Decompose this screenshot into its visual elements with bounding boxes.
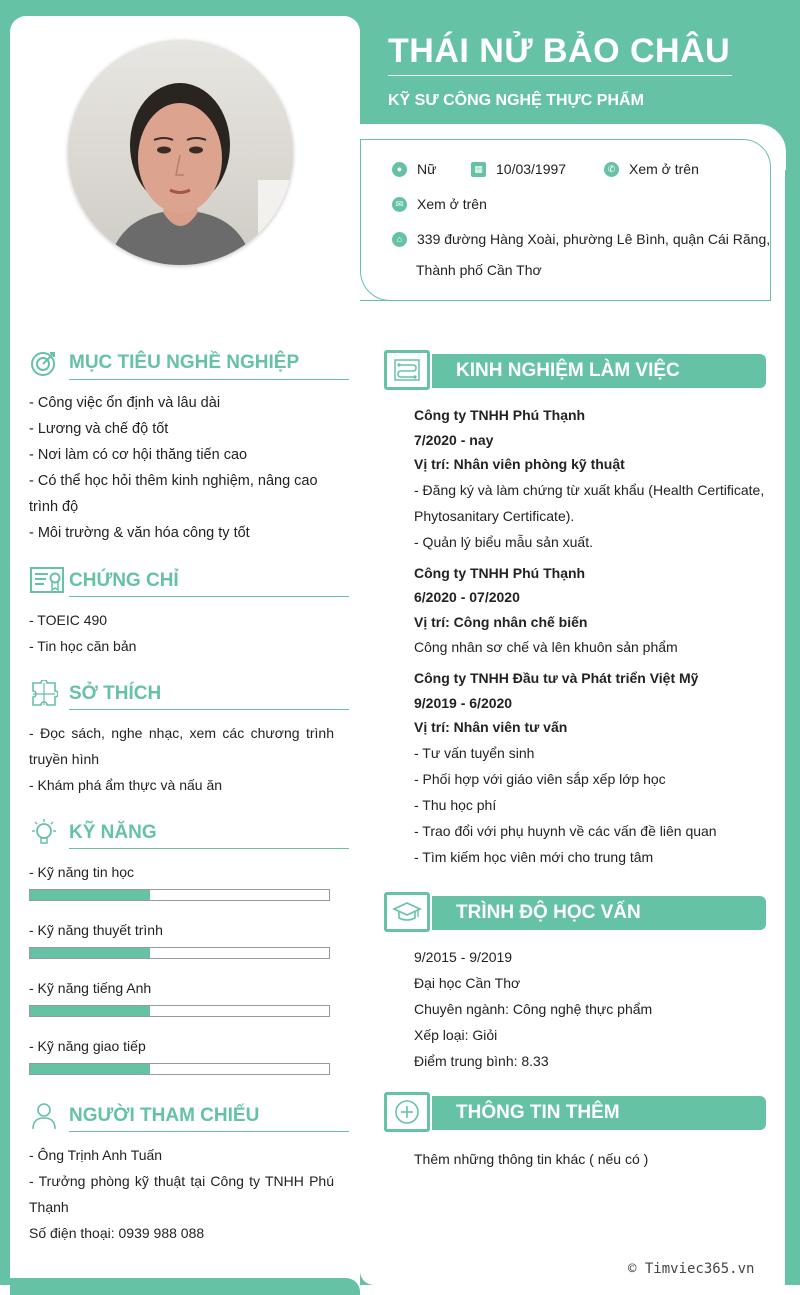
education-item: 9/2015 - 9/2019 [414, 949, 513, 965]
email-value: Xem ở trên [417, 196, 487, 212]
certificates-title: CHỨNG CHỈ [69, 570, 179, 591]
puzzle-icon [30, 680, 58, 708]
job-period: 6/2020 - 07/2020 [414, 589, 520, 605]
list-item: - Ông Trịnh Anh Tuấn [29, 1147, 163, 1163]
extra-icon-box [384, 1092, 430, 1132]
address-row [392, 231, 770, 247]
education-header: TRÌNH ĐỘ HỌC VẤN [432, 896, 766, 930]
education-item: Xếp loại: Giỏi [414, 1027, 498, 1043]
job-period: 9/2019 - 6/2020 [414, 694, 513, 711]
job-detail: Công nhân sơ chế và lên khuôn sản phẩm [414, 639, 678, 655]
lightbulb-icon [30, 818, 58, 846]
list-item: - Môi trường & văn hóa công ty tốt [29, 525, 250, 541]
avatar-photo [68, 40, 293, 265]
phone-value: Xem ở trên [629, 161, 699, 177]
references-title: NGƯỜI THAM CHIẾU [69, 1105, 260, 1126]
list-item: - Nơi làm có cơ hội thăng tiến cao [29, 447, 248, 463]
mail-icon: ✉ [392, 197, 407, 212]
phone-icon: ✆ [604, 162, 619, 177]
experience-header: KINH NGHIỆM LÀM VIỆC [432, 354, 766, 388]
roadmap-icon [393, 358, 421, 382]
list-item: - TOEIC 490 [29, 612, 108, 628]
list-item: - Lương và chế độ tốt [29, 421, 169, 437]
hobbies-divider [69, 709, 349, 710]
home-icon: ⌂ [392, 232, 407, 247]
footer-watermark: © Timviec365.vn [628, 1261, 755, 1277]
person-icon: ● [392, 162, 407, 177]
references-list [29, 1142, 334, 1246]
skill-bar [29, 1063, 330, 1075]
skill-bar [29, 947, 330, 959]
address-line1: 339 đường Hàng Xoài, phường Lê Bình, quận Cái Răng, [417, 231, 771, 247]
education-item: Chuyên ngành: Công nghệ thực phẩm [414, 1001, 653, 1017]
person-outline-icon [30, 1102, 58, 1130]
objective-list [29, 390, 349, 546]
list-item: - Trưởng phòng kỹ thuật tại Công ty TNHH Phú [29, 1173, 334, 1189]
job-detail: - Phối hợp với giáo viên sắp xếp lớp học [414, 770, 666, 787]
avatar [68, 40, 293, 265]
list-item: truyền hình [29, 751, 100, 767]
email-row [392, 196, 487, 212]
plus-circle-icon [394, 1099, 420, 1125]
skill-bar [29, 889, 330, 901]
graduation-cap-icon [392, 901, 422, 923]
job-detail: - Tư vấn tuyển sinh [414, 744, 535, 761]
skill-bar [29, 1005, 330, 1017]
extra-header: THÔNG TIN THÊM [432, 1096, 766, 1130]
candidate-name: THÁI NỬ BẢO CHÂU [388, 32, 731, 70]
job-entry [414, 403, 774, 555]
hobbies-title: SỞ THÍCH [69, 683, 162, 704]
references-divider [69, 1131, 349, 1132]
job-company: Công ty TNHH Phú Thạnh [414, 407, 586, 423]
name-divider [388, 75, 732, 76]
certificates-divider [69, 596, 349, 597]
list-item: - Đọc sách, nghe nhạc, xem các chương trình [29, 725, 334, 741]
gender-value: Nữ [417, 161, 437, 177]
education-list [414, 944, 774, 1074]
job-detail: - Thu học phí [414, 796, 497, 813]
skill-label: - Kỹ năng giao tiếp [29, 1038, 146, 1054]
certificates-list [29, 607, 349, 659]
job-position: Vị trí: Nhân viên tư vấn [414, 719, 568, 735]
education-item: Đại học Cần Thơ [414, 975, 521, 991]
experience-list [414, 403, 774, 870]
objective-divider [69, 379, 349, 380]
job-position: Vị trí: Nhân viên phòng kỹ thuật [414, 456, 625, 472]
birthdate-row [471, 161, 566, 177]
gender-row [392, 161, 436, 177]
job-detail: - Đăng ký và làm chứng từ xuất khẩu (Health Certificate, [414, 481, 765, 498]
objective-title: MỤC TIÊU NGHỀ NGHIỆP [69, 352, 300, 373]
list-item: Thạnh [29, 1199, 69, 1215]
target-icon [30, 350, 58, 378]
education-icon-box [384, 892, 430, 932]
list-item: - Khám phá ẩm thực và nấu ăn [29, 777, 223, 793]
skills-divider [69, 848, 349, 849]
phone-row [604, 161, 699, 177]
job-title: KỸ SƯ CÔNG NGHỆ THỰC PHẨM [388, 92, 644, 109]
list-item: - Tin học căn bản [29, 638, 137, 654]
job-detail: - Tìm kiếm học viên mới cho trung tâm [414, 848, 654, 865]
job-detail: Phytosanitary Certificate). [414, 507, 575, 524]
skill-label: - Kỹ năng tiếng Anh [29, 980, 152, 996]
extra-text: Thêm những thông tin khác ( nếu có ) [414, 1151, 649, 1167]
job-company: Công ty TNHH Phú Thạnh [414, 564, 586, 581]
job-company: Công ty TNHH Đầu tư và Phát triển Việt Mỹ [414, 670, 699, 686]
job-entry [414, 666, 774, 870]
list-item: - Có thể học hỏi thêm kinh nghiệm, nâng cao [29, 473, 318, 489]
job-period: 7/2020 - nay [414, 431, 494, 448]
address-line2: Thành phố Cần Thơ [416, 262, 542, 278]
skill-bar-fill [30, 890, 150, 900]
birthdate-value: 10/03/1997 [496, 161, 567, 177]
skill-bar-fill [30, 948, 150, 958]
calendar-icon: ▦ [471, 162, 486, 177]
list-item: Số điện thoại: 0939 988 088 [29, 1225, 205, 1241]
skill-label: - Kỹ năng thuyết trình [29, 922, 163, 938]
skill-bar-fill [30, 1006, 150, 1016]
job-entry [414, 561, 774, 661]
certificate-icon [30, 566, 64, 594]
hobbies-list [29, 720, 334, 798]
skill-label: - Kỹ năng tin học [29, 864, 135, 880]
job-detail: - Trao đổi với phụ huynh về các vấn đề liên quan [414, 822, 717, 839]
education-item: Điểm trung bình: 8.33 [414, 1053, 549, 1069]
experience-icon-box [384, 350, 430, 390]
skills-title: KỸ NĂNG [69, 822, 157, 843]
list-item: trình độ [29, 499, 79, 515]
job-position: Vị trí: Công nhân chế biến [414, 613, 588, 630]
skill-bar-fill [30, 1064, 150, 1074]
bottom-left-tab [10, 1278, 360, 1295]
list-item: - Công việc ổn định và lâu dài [29, 395, 221, 411]
job-detail: - Quản lý biểu mẫu sản xuất. [414, 533, 593, 550]
